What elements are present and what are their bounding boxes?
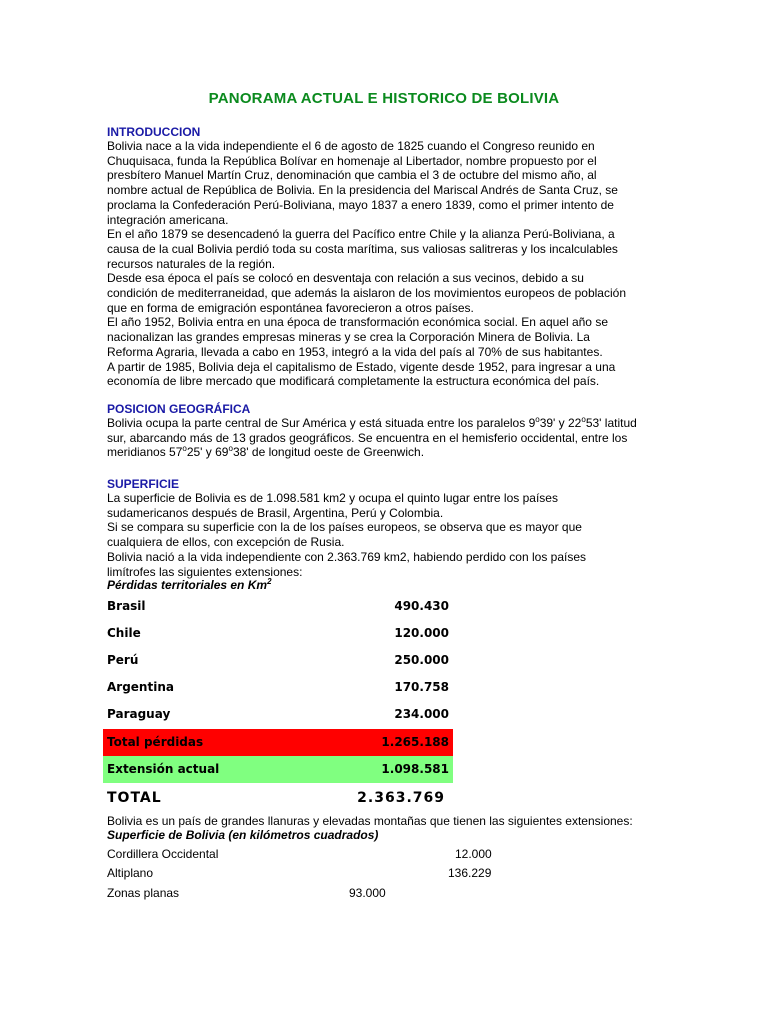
intro-line: que en forma de emigración espontánea favorecieron a otros países. [107,300,474,315]
total-losses-label: Total pérdidas [107,735,204,749]
surface-line: La superficie de Bolivia es de 1.098.581 km2 y ocupa el quinto lugar entre los países [107,491,558,505]
intro-line: nombre actual de República de Bolivia. En la presidencia del Mariscal Andrés de Santa Cruz, se [107,183,618,198]
current-extent-row [103,756,453,783]
position-heading: POSICION GEOGRÁFICA [107,402,251,416]
intro-line: condición de mediterraneidad, que además la aislaron de los movimientos europeos de población [107,286,626,301]
loss-value: 170.758 [394,680,449,694]
intro-line: Desde esa época el país se colocó en desventaja con relación a sus vecinos, debido a su [107,271,584,286]
intro-line: Reforma Agraria, llevada a cabo en 1953, integró a la vida del país al 70% de sus habitantes. [107,344,603,359]
text-run: Bolivia ocupa la parte central de Sur América y está situada entre los paralelos 9 [107,416,536,430]
loss-row [103,674,453,701]
intro-line: economía de libre mercado que modificará completamente la estructura económica del país. [107,374,600,389]
position-line-2: sur, abarcando más de 13 grados geográficos. Se encuentra en el hemisferio occidental, entre los [107,430,628,445]
intro-line: Bolivia nace a la vida independiente el 6 de agosto de 1825 cuando el Congreso reunido en [107,139,595,153]
text-run: 39' y 22 [539,416,582,430]
loss-country: Paraguay [107,707,171,721]
surface-region: Cordillera Occidental [107,847,219,861]
loss-country: Brasil [107,599,146,613]
degree-sup: o [535,415,540,424]
intro-line: proclama la Confederación Perú-Boliviana, mayo 1837 a enero 1839, como el primer intento de [107,197,614,212]
surface-heading: SUPERFICIE [107,477,180,491]
text-run: Pérdidas territoriales en Km [107,578,268,592]
position-line-1 [107,416,667,431]
loss-row [103,593,453,620]
current-extent-label: Extensión actual [107,762,220,776]
superscript: 2 [267,577,272,586]
surface-row [107,866,507,884]
intro-line: Chuquisaca, funda la República Bolívar en homenaje al Libertador, nombre propuesto por el [107,153,597,168]
surface-line: Si se compara su superficie con la de los países europeos, se observa que es mayor que [107,520,582,535]
loss-row [103,701,453,728]
surface-row [107,847,507,865]
loss-value: 234.000 [394,707,449,721]
surface-line: Bolivia nació a la vida independiente con 2.363.769 km2, habiendo perdido con los países [107,549,587,564]
loss-row [103,620,453,647]
degree-sup: o [228,444,233,454]
intro-line: integración americana. [107,212,229,227]
surface-region: Zonas planas [107,886,180,900]
intro-line: A partir de 1985, Bolivia deja el capitalismo de Estado, vigente desde 1952, para ingresar a una [107,359,616,374]
text-run: 38' de longitud oeste de Greenwich. [232,445,425,460]
intro-line: recursos naturales de la región. [107,256,276,271]
intro-heading: INTRODUCCION [107,125,201,139]
page-title: PANORAMA ACTUAL E HISTORICO DE BOLIVIA [208,90,560,107]
text-run: meridianos 57 [107,445,183,460]
after-table-line: Bolivia es un país de grandes llanuras y elevadas montañas que tienen las siguientes extensiones: [107,814,633,828]
surface-row [107,886,507,904]
loss-value: 250.000 [394,653,449,667]
position-paragraph [107,416,667,460]
text-run: 25' y 69 [186,445,229,460]
total-losses-value: 1.265.188 [381,735,449,749]
loss-row [103,647,453,674]
intro-line: nacionalizan las grandes empresas mineras y se crea la Corporación Minera de Bolivia. La [107,330,590,345]
surface-region: Altiplano [107,866,154,880]
degree-sup: o [182,444,187,454]
surface-value: 93.000 [349,886,386,900]
intro-line: El año 1952, Bolivia entra en una época de transformación económica social. En aquel año se [107,315,608,330]
surface-paragraph [107,491,667,579]
surface-line: sudamericanos después de Brasil, Argentina, Perú y Colombia. [107,505,444,520]
intro-line: En el año 1879 se desencadenó la guerra del Pacífico entre Chile y la alianza Perú-Boliviana, a [107,227,615,242]
loss-country: Perú [107,653,139,667]
degree-sup: o [581,415,586,424]
loss-country: Chile [107,626,141,640]
loss-value: 120.000 [394,626,449,640]
surface-value: 136.229 [448,866,492,880]
intro-line: causa de la cual Bolivia perdió toda su costa marítima, sus valiosas salitreras y los incalculables [107,241,618,256]
loss-value: 490.430 [394,599,449,613]
intro-line: presbítero Manuel Martín Cruz, denominación que cambia el 3 de octubre del mismo año, al [107,168,597,183]
surface-value: 12.000 [455,847,492,861]
loss-country: Argentina [107,680,174,694]
surface-table-title: Superficie de Bolivia (en kilómetros cuadrados) [107,828,379,842]
intro-paragraph [107,139,667,389]
surface-line: limítrofes las siguientes extensiones: [107,564,303,579]
grand-total-label: TOTAL [107,790,162,806]
total-losses-row [103,729,453,756]
grand-total-value: 2.363.769 [357,790,445,806]
losses-table-title [107,578,272,592]
position-line-3 [107,445,667,460]
surface-line: cualquiera de ellos, con excepción de Rusia. [107,535,345,550]
grand-total-row [103,785,453,812]
current-extent-value: 1.098.581 [381,762,449,776]
text-run: 53' latitud [585,416,637,430]
